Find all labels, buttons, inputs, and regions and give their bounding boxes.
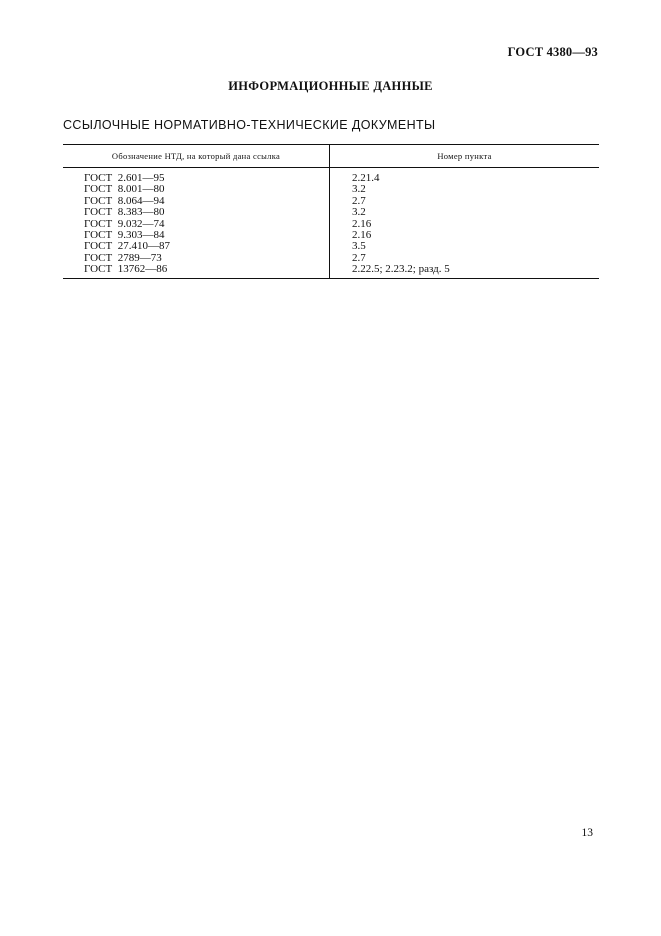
table-cell-clause: 2.16 <box>352 229 372 242</box>
clause-column <box>330 168 600 279</box>
table-cell-document: ГОСТ 2.601—95 <box>84 172 165 184</box>
document-column <box>63 168 330 279</box>
table-cell-document: ГОСТ 8.001—80 <box>84 183 165 196</box>
column-header-document: Обозначение НТД, на который дана ссылка <box>63 145 330 168</box>
table-cell-document: ГОСТ 8.064—94 <box>84 194 165 207</box>
table-cell-document: ГОСТ 9.032—74 <box>84 217 165 230</box>
table-cell-document: ГОСТ 27.410—87 <box>84 240 170 253</box>
page-number: 13 <box>581 827 593 839</box>
table-cell-clause: 3.5 <box>352 240 366 253</box>
table-body-row <box>63 168 599 279</box>
table-cell-document: ГОСТ 9.303—84 <box>84 229 165 242</box>
document-code: ГОСТ 4380—93 <box>507 45 598 59</box>
table-cell-document: ГОСТ 8.383—80 <box>84 206 165 219</box>
table-cell-document: ГОСТ 2789—73 <box>84 251 162 264</box>
table-cell-clause: 2.22.5; 2.23.2; разд. 5 <box>352 263 450 276</box>
section-subtitle: ССЫЛОЧНЫЕ НОРМАТИВНО-ТЕХНИЧЕСКИЕ ДОКУМЕНТЫ <box>63 118 436 132</box>
table-cell-clause: 2.7 <box>352 194 366 207</box>
table-cell-clause: 2.21.4 <box>352 172 380 184</box>
table-cell-document: ГОСТ 13762—86 <box>84 263 168 276</box>
page-title: ИНФОРМАЦИОННЫЕ ДАННЫЕ <box>228 79 433 93</box>
column-header-clause: Номер пункта <box>330 145 600 168</box>
table-cell-clause: 3.2 <box>352 183 366 196</box>
table-cell-clause: 2.7 <box>352 251 366 264</box>
table-header-row <box>63 145 599 168</box>
references-table <box>63 144 599 279</box>
table-cell-clause: 2.16 <box>352 217 372 230</box>
table-cell-clause: 3.2 <box>352 206 366 219</box>
